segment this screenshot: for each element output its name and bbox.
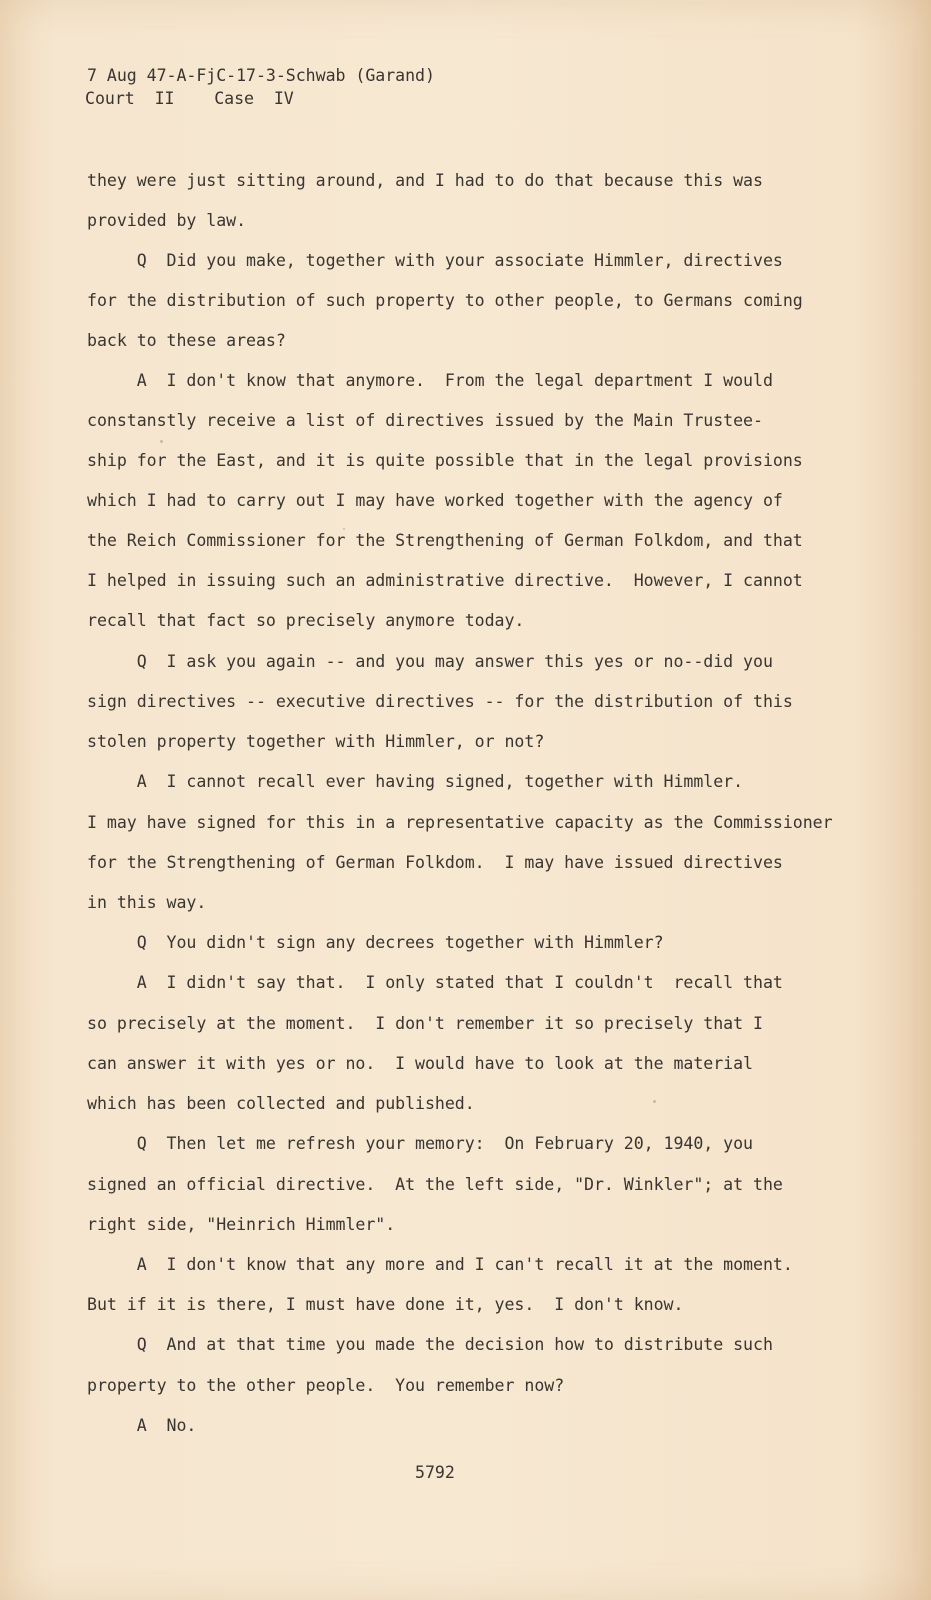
page-number: 5792 xyxy=(415,1463,455,1482)
transcript-line: ship for the East, and it is quite possible that in the legal provisions xyxy=(87,451,803,470)
transcript-line: constanstly receive a list of directives issued by the Main Trustee- xyxy=(87,411,763,430)
transcript-line: which I had to carry out I may have worked together with the agency of xyxy=(87,491,783,510)
header-docket-line: 7 Aug 47-A-FjC-17-3-Schwab (Garand) xyxy=(87,66,435,85)
transcript-line: back to these areas? xyxy=(87,331,286,350)
transcript-line: they were just sitting around, and I had to do that because this was xyxy=(87,171,763,190)
transcript-line: But if it is there, I must have done it, yes. I don't know. xyxy=(87,1295,684,1314)
transcript-line: can answer it with yes or no. I would have to look at the material xyxy=(87,1054,753,1073)
transcript-line: so precisely at the moment. I don't remember it so precisely that I xyxy=(87,1014,763,1033)
transcript-line: in this way. xyxy=(87,893,207,912)
transcript-line: Q Then let me refresh your memory: On February 20, 1940, you xyxy=(87,1134,753,1153)
transcript-line: the Reich Commissioner for the Strengthening of German Folkdom, and that xyxy=(87,531,803,550)
transcript-line: right side, "Heinrich Himmler". xyxy=(87,1215,396,1234)
transcript-line: A I don't know that any more and I can't recall it at the moment. xyxy=(87,1255,793,1274)
transcript-line: sign directives -- executive directives -- for the distribution of this xyxy=(87,692,793,711)
transcript-line: which has been collected and published. xyxy=(87,1094,475,1113)
transcript-line: provided by law. xyxy=(87,211,247,230)
transcript-line: property to the other people. You remember now? xyxy=(87,1376,565,1395)
paper-speck xyxy=(653,1100,656,1103)
paper-speck xyxy=(160,440,163,443)
transcript-line: I helped in issuing such an administrative directive. However, I cannot xyxy=(87,571,803,590)
transcript-line: recall that fact so precisely anymore today. xyxy=(87,611,525,630)
header-court-line: Court II Case IV xyxy=(85,89,294,108)
transcript-line: Q You didn't sign any decrees together with Himmler? xyxy=(87,933,664,952)
transcript-line: Q Did you make, together with your associate Himmler, directives xyxy=(87,251,783,270)
transcript-line: A I cannot recall ever having signed, together with Himmler. xyxy=(87,772,744,791)
transcript-line: Q And at that time you made the decision how to distribute such xyxy=(87,1335,773,1354)
paper-speck xyxy=(296,1020,299,1023)
transcript-line: A I don't know that anymore. From the legal department I would xyxy=(87,371,773,390)
transcript-line: A No. xyxy=(87,1416,197,1435)
paper-speck xyxy=(343,528,345,530)
transcript-line: A I didn't say that. I only stated that I couldn't recall that xyxy=(87,973,783,992)
transcript-line: for the distribution of such property to other people, to Germans coming xyxy=(87,291,803,310)
transcript-line: Q I ask you again -- and you may answer this yes or no--did you xyxy=(87,652,773,671)
transcript-line: stolen property together with Himmler, or not? xyxy=(87,732,545,751)
transcript-line: for the Strengthening of German Folkdom. I may have issued directives xyxy=(87,853,783,872)
transcript-line: I may have signed for this in a representative capacity as the Commissioner xyxy=(87,813,833,832)
transcript-line: signed an official directive. At the left side, "Dr. Winkler"; at the xyxy=(87,1175,783,1194)
